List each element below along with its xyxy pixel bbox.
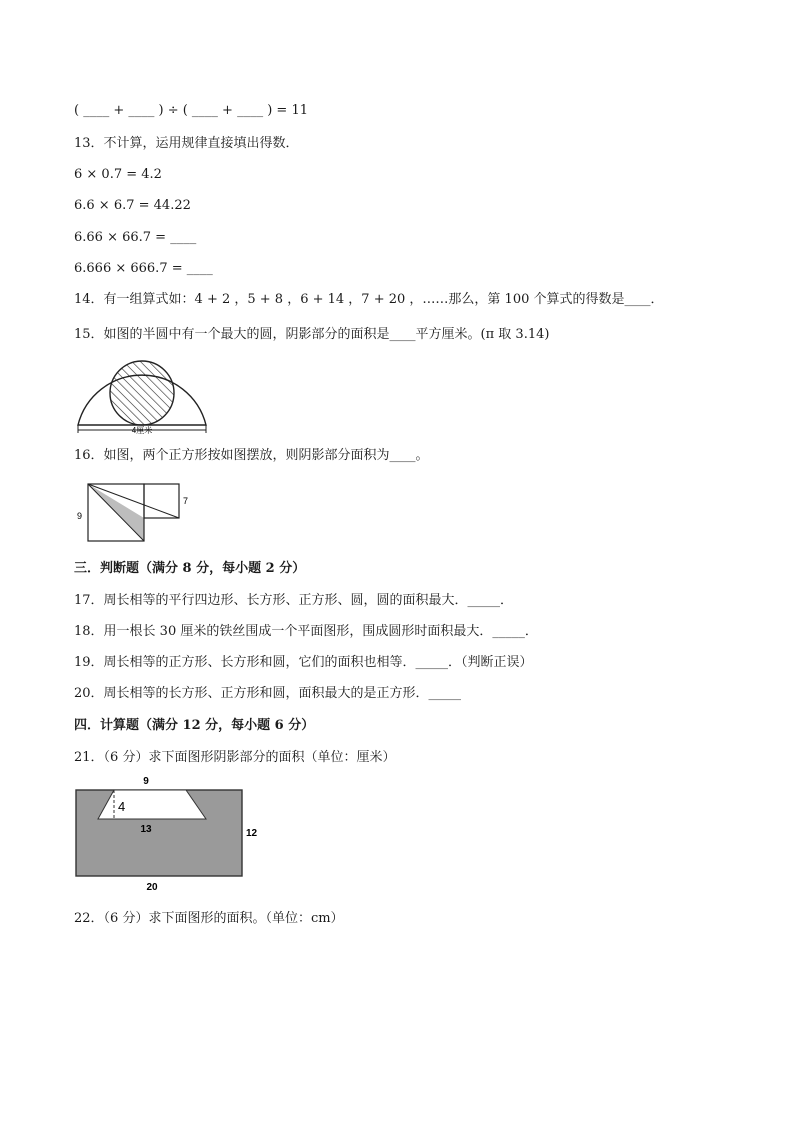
q20-text: 20．周长相等的长方形、正方形和圆，面积最大的是正方形．_____ — [74, 686, 462, 701]
q13-eq4: 6.666 × 666.7 = ____ — [74, 261, 213, 276]
section-3-heading: 三．判断题（满分 8 分，每小题 2 分） — [74, 561, 306, 576]
q18-text: 18．用一根长 30 厘米的铁丝围成一个平面图形，围成圆形时面积最大．_____． — [74, 624, 538, 639]
q16-label-7: 7 — [183, 496, 189, 506]
q16-label-9: 9 — [77, 511, 83, 521]
q19-text: 19．周长相等的正方形、长方形和圆，它们的面积也相等．_____．（判断正误） — [74, 655, 533, 670]
q21-label-top: 9 — [143, 776, 149, 787]
q21-label-base: 20 — [146, 882, 158, 893]
q14-text: 14．有一组算式如：4 + 2 ，5 + 8 ，6 + 14 ，7 + 20 ，……那么，第 100 个算式的得数是____． — [74, 292, 664, 307]
q21-label-right: 12 — [246, 828, 258, 839]
q13-eq1: 6 × 0.7 = 4.2 — [74, 167, 162, 182]
q17-text: 17．周长相等的平行四边形、长方形、正方形、圆，圆的面积最大．_____． — [74, 593, 514, 608]
q21-text: 21．（6 分）求下面图形阴影部分的面积（单位：厘米） — [74, 750, 396, 765]
q16-text: 16．如图，两个正方形按如图摆放，则阴影部分面积为____。 — [74, 448, 429, 463]
q15-text: 15．如图的半圆中有一个最大的圆，阴影部分的面积是____平方厘米。(π 取 3.14) — [74, 327, 550, 342]
q16-figure — [74, 482, 194, 544]
q13-eq2: 6.6 × 6.7 = 44.22 — [74, 198, 191, 213]
q21-label-height: 4 — [118, 799, 126, 814]
q13-eq3: 6.66 × 66.7 = ____ — [74, 230, 197, 245]
q21-label-bottom: 13 — [140, 824, 152, 835]
q12-equation: ( ____ + ____ ) ÷ ( ____ + ____ ) = 11 — [74, 103, 308, 118]
q13-text: 13．不计算，运用规律直接填出得数． — [74, 136, 299, 151]
q15-label: 4厘米 — [131, 426, 153, 435]
q22-text: 22．（6 分）求下面图形的面积。（单位：cm） — [74, 911, 344, 926]
q21-figure — [74, 774, 274, 894]
section-4-heading: 四．计算题（满分 12 分，每小题 6 分） — [74, 718, 315, 733]
q15-figure — [74, 355, 214, 435]
